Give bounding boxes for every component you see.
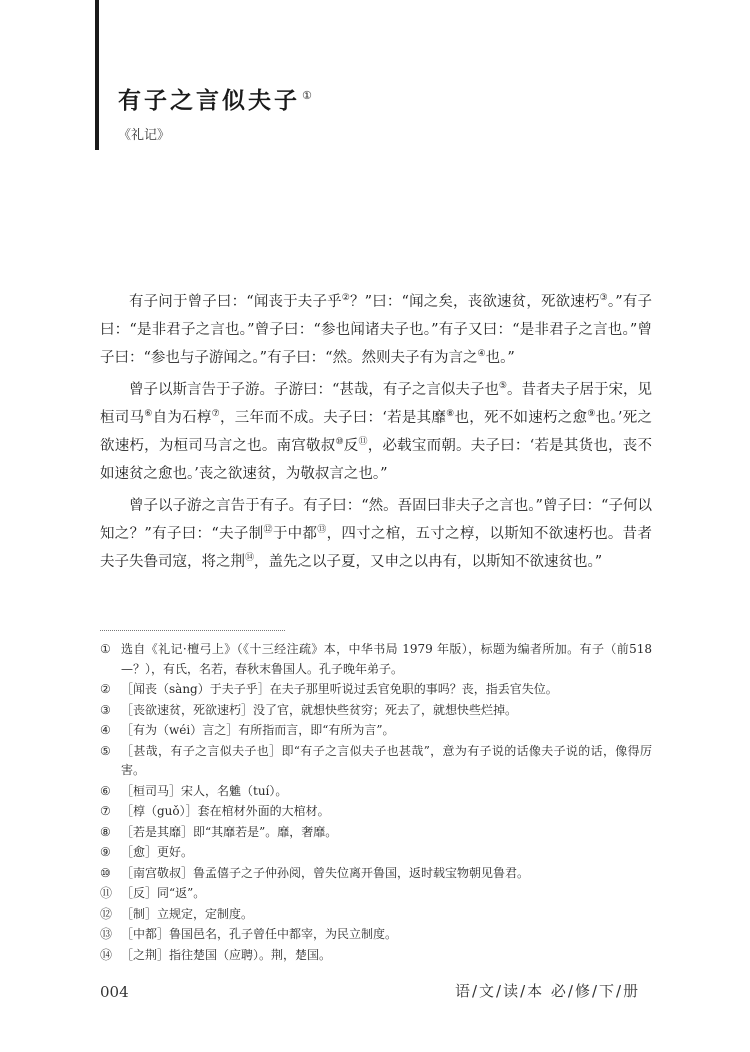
footnote-item	[100, 721, 652, 741]
footnote-marker: ⑪	[358, 437, 368, 448]
title-footnote-marker: ①	[302, 89, 312, 103]
footnote-marker: ②	[341, 293, 350, 304]
footnote-item	[100, 823, 652, 843]
footnote-number: ⑧	[100, 824, 111, 839]
footnote-item	[100, 905, 652, 925]
footnote-marker: ④	[477, 349, 486, 360]
footnote-number: ⑪	[100, 886, 113, 900]
footnote-text: 选自《礼记·檀弓上》（《十三经注疏》本，中华书局 1979 年版），标题为编者所加。有子（前518—？），有氏，名若，春秋末鲁国人。孔子晚年弟子。	[121, 642, 652, 676]
footnote-text: ［反］同“返”。	[121, 886, 206, 900]
source-line: 《礼记》	[118, 128, 171, 143]
footnote-number: ②	[100, 682, 111, 696]
footnote-number: ⑩	[100, 865, 111, 880]
text-segment: 反	[343, 438, 359, 454]
text-segment: ，四寸之棺，五寸之椁，以斯知不欲速朽也。昔者夫子失鲁司寇，将之荆	[100, 526, 652, 570]
text-segment: ，盖先之以子夏，又申之以冉有，以斯知不欲速贫也。”	[254, 554, 603, 570]
footnote-item	[100, 843, 652, 863]
footnote-text: ［桓司马］宋人，名魋（tuí）。	[121, 783, 288, 798]
text-segment: 曾子以斯言告于子游。子游曰：“甚哉，有子之言似夫子也	[129, 382, 499, 398]
footnote-text: ［闻丧（sàng）于夫子乎］在夫子那里听说过丢官免职的事吗？丧，指丢官失位。	[121, 682, 558, 696]
footnote-number: ⑬	[100, 927, 113, 941]
footnote-divider	[100, 630, 285, 631]
page-number: 004	[100, 983, 129, 1001]
footnote-number: ⑥	[100, 783, 111, 798]
text-segment: 。”有子曰：“是非君子之言也。”曾子曰：“参也闻诸夫子也。”有子又曰：“是非君子之言也。”曾子曰：“参也与子游闻之。”有子曰：“然。然则夫子有为言之	[100, 294, 652, 366]
footnote-item	[100, 782, 652, 802]
footnote-number: ⑦	[100, 804, 111, 818]
text-segment: 于中都	[272, 526, 318, 542]
footnote-text: ［制］立规定，定制度。	[121, 906, 254, 921]
text-segment: 自为石椁	[152, 410, 212, 426]
footnote-number: ③	[100, 702, 111, 717]
text-segment: 有子问于曾子曰：“闻丧于夫子乎	[129, 294, 342, 310]
footnote-number: ⑭	[100, 947, 113, 962]
footnote-number: ④	[100, 723, 111, 737]
footnote-item	[100, 864, 652, 884]
footnote-marker: ⑫	[263, 525, 273, 536]
footnote-text: ［椁（guǒ）］套在棺材外面的大棺材。	[121, 804, 330, 818]
footnote-number: ①	[100, 642, 111, 656]
book-title: 语/文/读/本 必/修/下/册	[455, 982, 641, 1000]
text-segment: 曾子以子游之言告于有子。有子曰：“然。吾固曰非夫子之言也。”曾子曰：“子何以知之？”有子曰：“夫子制	[100, 498, 652, 542]
footnote-marker: ⑥	[144, 409, 153, 420]
footnote-item	[100, 884, 652, 904]
text-segment: ，三年而不成。夫子曰：‘若是其靡	[219, 410, 447, 426]
title-text: 有子之言似夫子	[118, 88, 300, 114]
footnote-number: ⑨	[100, 845, 111, 859]
footnote-item	[100, 640, 652, 679]
text-segment: ，必载宝而朝。夫子曰：‘若是其货也，丧不如速贫之愈也。’丧之欲速贫，为敬叔言之也。”	[100, 438, 652, 482]
text-segment: 也。”	[485, 350, 515, 366]
footnote-text: ［南宫敬叔］鲁孟僖子之子仲孙阅，曾失位离开鲁国，返时载宝物朝见鲁君。	[121, 865, 530, 880]
footnote-text: ［丧欲速贫，死欲速朽］没了官，就想快些贫穷；死去了，就想快些烂掉。	[121, 702, 518, 717]
footnote-marker: ⑤	[498, 381, 507, 392]
text-segment: 也，死不如速朽之愈	[454, 410, 588, 426]
footnote-marker: ⑨	[587, 409, 596, 420]
footnote-marker: ⑧	[446, 409, 455, 420]
footnote-item	[100, 701, 652, 721]
footnote-marker: ⑬	[317, 525, 327, 536]
body-paragraph	[100, 376, 652, 488]
page-title	[118, 82, 312, 115]
main-text	[100, 288, 652, 580]
footnote-item	[100, 802, 652, 822]
title-accent-bar	[95, 0, 99, 150]
body-paragraph	[100, 288, 652, 372]
footnote-item	[100, 680, 652, 700]
footnote-number: ⑫	[100, 906, 113, 921]
footnote-marker: ⑭	[245, 553, 255, 564]
text-segment: ？”曰：“闻之矣，丧欲速贫，死欲速朽	[349, 294, 600, 310]
text-segment: 也。’死之欲速朽，为桓司马言之也。南宫敬叔	[100, 410, 653, 454]
footnote-marker: ⑩	[335, 437, 344, 448]
footnote-text: ［若是其靡］即“其靡若是”。靡，奢靡。	[121, 824, 338, 839]
footnote-text: ［之荆］指往楚国（应聘）。荆，楚国。	[121, 947, 332, 962]
footnote-marker: ⑦	[211, 409, 220, 420]
footnote-item	[100, 742, 652, 781]
footnote-item	[100, 925, 652, 945]
footnotes	[100, 640, 652, 966]
footnote-text: ［中都］鲁国邑名，孔子曾任中都宰，为民立制度。	[121, 927, 398, 941]
footnote-text: ［愈］更好。	[121, 845, 194, 859]
footnote-marker: ③	[599, 293, 608, 304]
text-segment: 。昔者夫子居于宋，见桓司马	[100, 382, 652, 426]
body-paragraph	[100, 492, 652, 576]
footnote-text: ［有为（wéi）言之］有所指而言，即“有所为言”。	[121, 723, 395, 737]
footnote-text: ［甚哉，有子之言似夫子也］即“有子之言似夫子也甚哉”，意为有子说的话像夫子说的话，像得厉害。	[121, 743, 652, 777]
footnote-number: ⑤	[100, 743, 111, 758]
footnote-item	[100, 946, 652, 966]
